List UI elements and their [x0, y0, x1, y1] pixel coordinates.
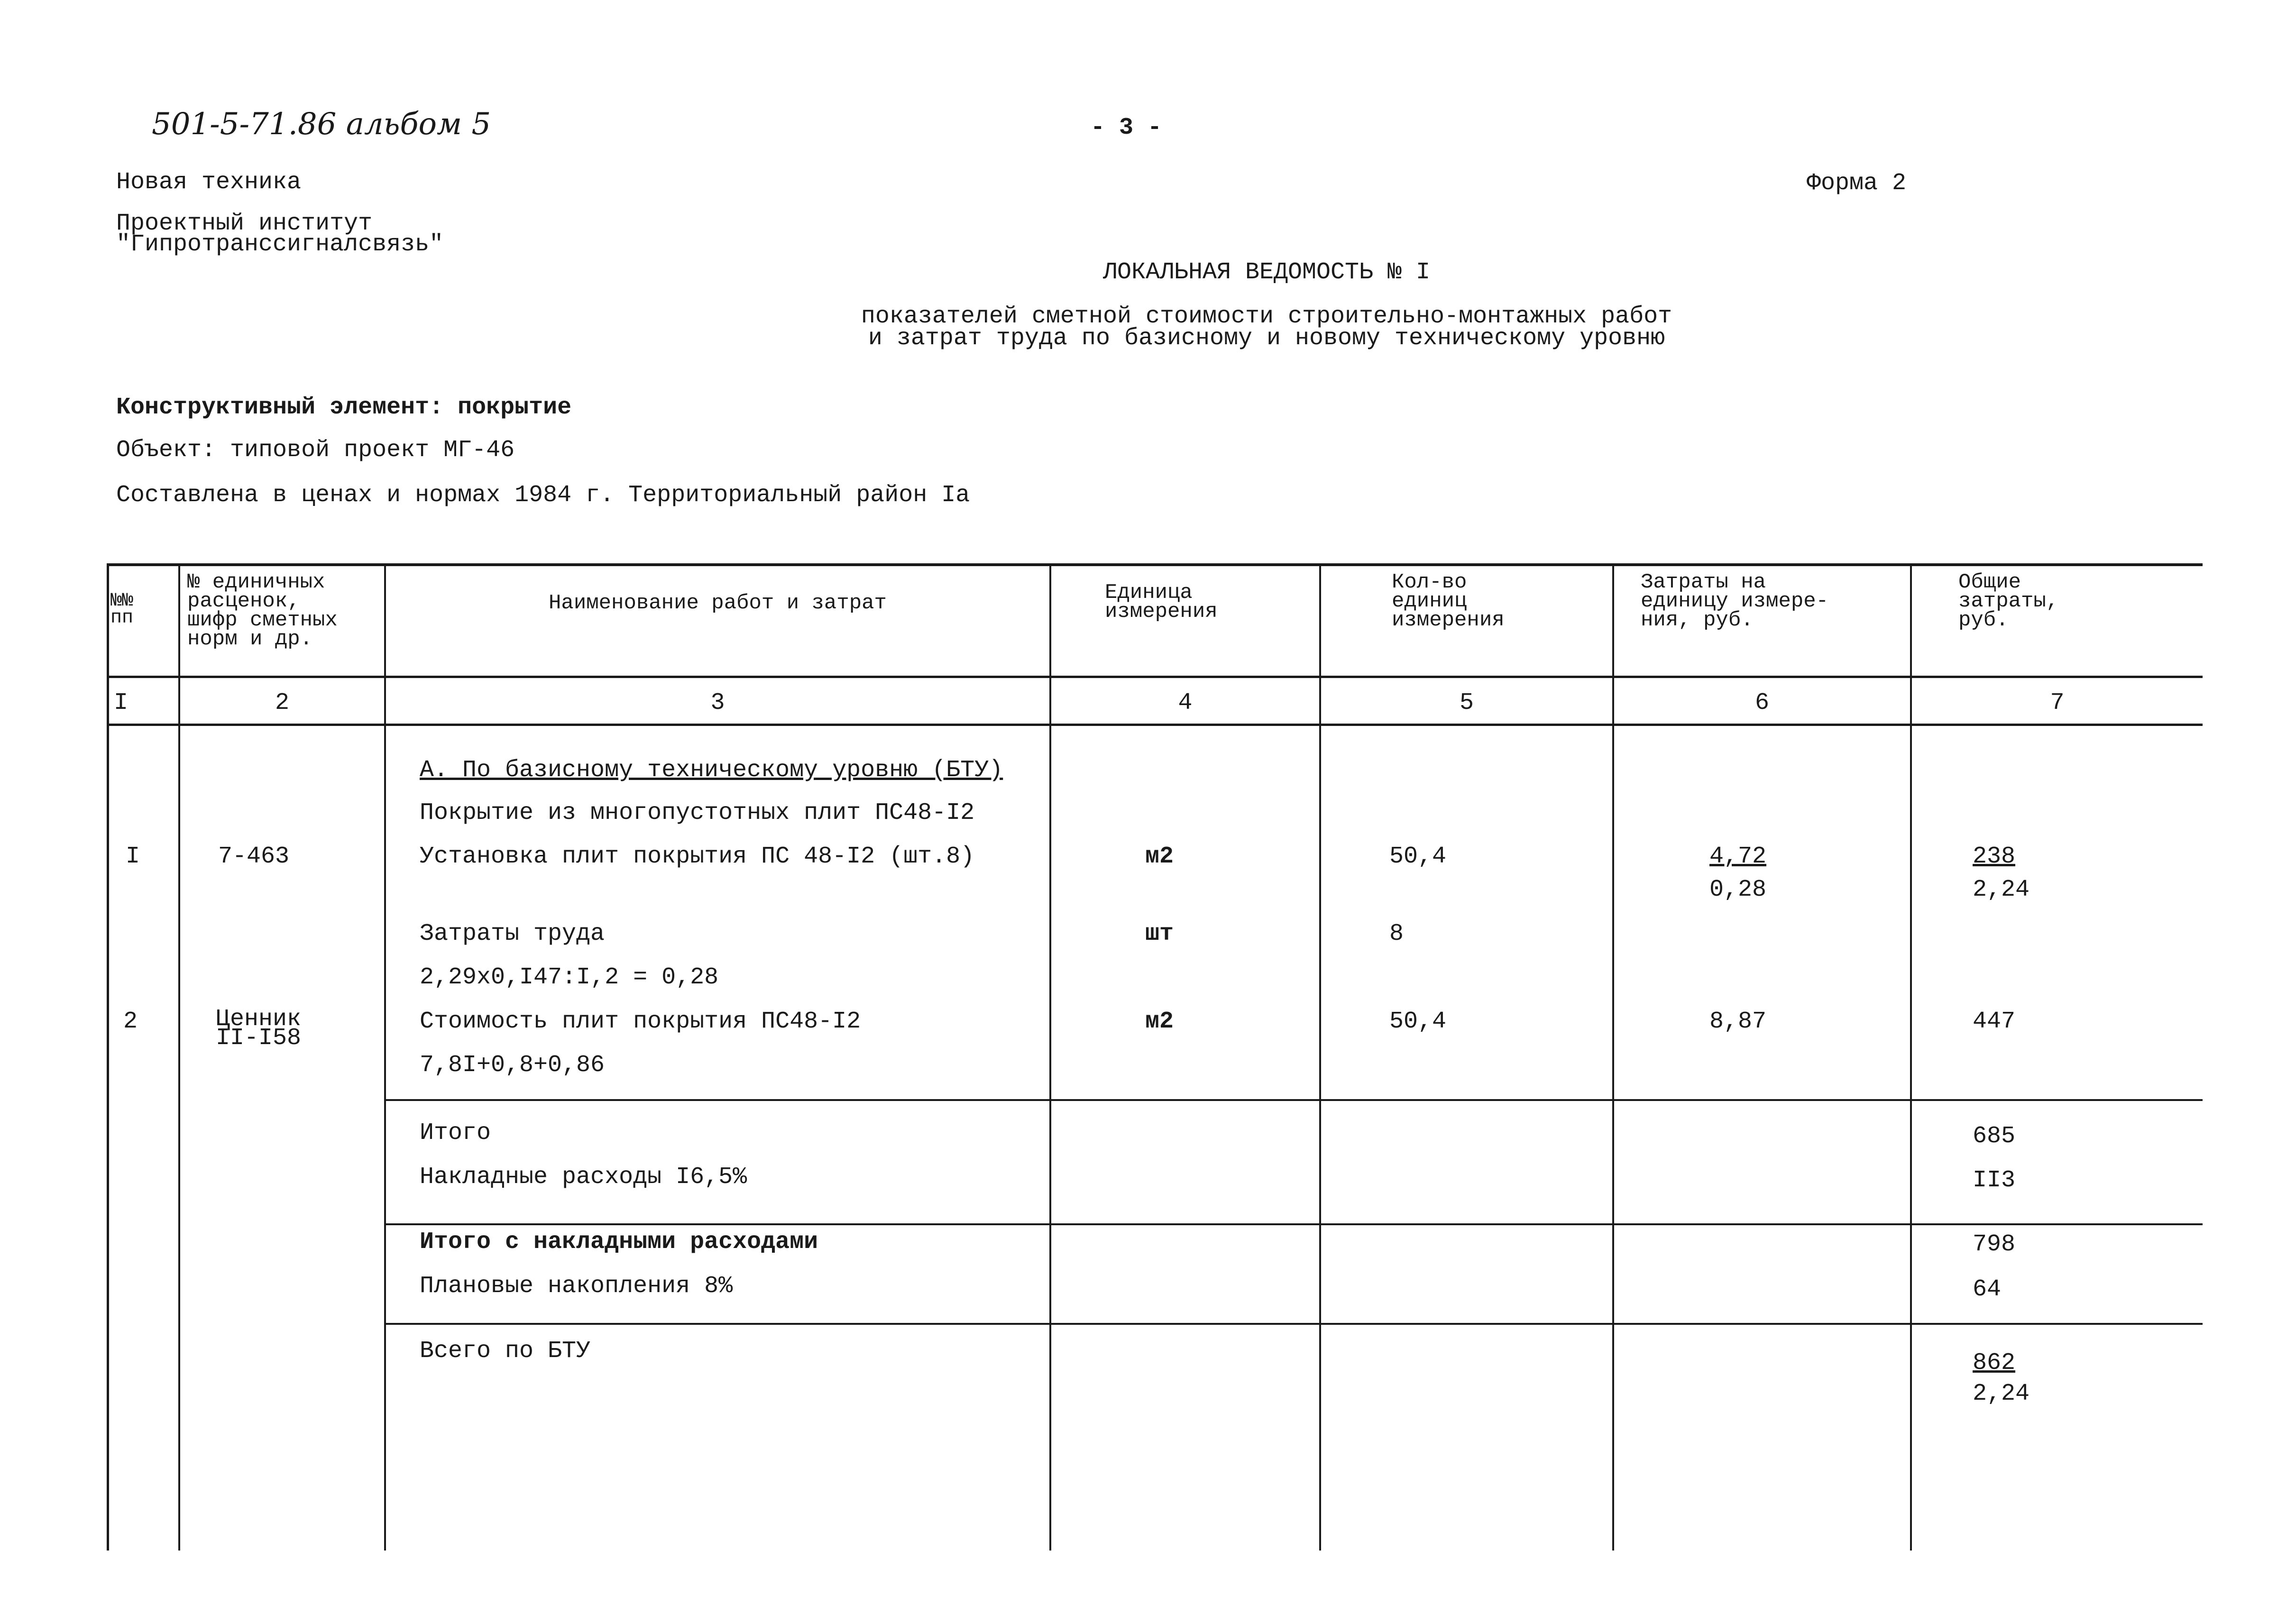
row1-unit: м2: [1145, 843, 1174, 870]
table-top-rule: [107, 563, 2203, 566]
colnum-5: 5: [1459, 689, 1474, 716]
row1-total-denominator: 2,24: [1973, 876, 2030, 903]
total-with-overhead-value: 798: [1973, 1231, 2016, 1258]
grand-total-denominator: 2,24: [1973, 1380, 2030, 1407]
row2-code-line2: II-I58: [216, 1025, 302, 1052]
row1b-unit: шт: [1145, 920, 1174, 947]
row1-total-numerator: 238: [1973, 843, 2016, 870]
row-rule-3: [384, 1323, 2203, 1325]
header-num: №№ пп: [110, 590, 134, 629]
row2-qty: 50,4: [1389, 1008, 1447, 1035]
row1-qty: 50,4: [1389, 843, 1447, 870]
row1-intro: Покрытие из многопустотных плит ПС48-I2: [420, 799, 975, 826]
document-title: ЛОКАЛЬНАЯ ВЕДОМОСТЬ № I: [1102, 259, 1431, 286]
institute-line1: Проектный институт: [116, 210, 373, 237]
row2-code: [216, 1006, 302, 1052]
planned-savings-label: Плановые накопления 8%: [420, 1273, 733, 1300]
section-heading: [420, 759, 1003, 782]
colnum-1: I: [114, 689, 129, 716]
colnum-2: 2: [275, 689, 289, 716]
subtotal-value: 685: [1973, 1123, 2016, 1150]
row-rule-2: [384, 1223, 2203, 1225]
subtitle-line1: показателей сметной стоимости строительно-монтажных работ: [861, 303, 1672, 330]
prices-line: Составлена в ценах и нормах 1984 г. Территориальный район Iа: [116, 482, 970, 509]
colnum-4: 4: [1178, 689, 1193, 716]
row2-unit: м2: [1145, 1008, 1174, 1035]
section-heading-text: А. По базисному техническому уровню (БТУ): [420, 757, 1003, 784]
header-qty: Кол-во единиц измерения: [1392, 570, 1505, 632]
grand-total-numerator: 862: [1973, 1349, 2016, 1376]
total-with-overhead-label: Итого с накладными расходами: [420, 1229, 818, 1256]
header-rule: [107, 676, 2203, 678]
row2-code-line1: Ценник: [216, 1006, 302, 1033]
header-unit: Единица измерения: [1105, 581, 1218, 624]
row2-name: Стоимость плит покрытия ПС48-I2: [420, 1008, 861, 1035]
grand-total-label: Всего по БТУ: [420, 1338, 591, 1365]
page-number: - 3 -: [1091, 114, 1162, 141]
row2b-name: 7,8I+0,8+0,86: [420, 1052, 605, 1079]
document-subtitle: [674, 303, 1859, 352]
overhead-value: II3: [1973, 1167, 2016, 1194]
numbers-rule: [107, 724, 2203, 726]
colnum-7: 7: [2050, 689, 2065, 716]
form-label: Форма 2: [1807, 170, 1907, 197]
row1-code: 7-463: [218, 843, 290, 870]
institute-line2: "Гипротранссигналсвязь": [116, 231, 444, 258]
object-line: Объект: типовой проект МГ-46: [116, 437, 515, 464]
row1b-name: Затраты труда: [420, 920, 605, 947]
organization: Новая техника: [116, 169, 302, 196]
col-rule-0: [107, 563, 109, 1551]
row2-total: 447: [1973, 1008, 2016, 1035]
overhead-label: Накладные расходы I6,5%: [420, 1164, 747, 1191]
row1b-qty: 8: [1389, 920, 1404, 947]
colnum-6: 6: [1754, 689, 1769, 716]
header-name: Наименование работ и затрат: [549, 591, 887, 615]
row-rule-1: [384, 1099, 2203, 1101]
planned-savings-value: 64: [1973, 1276, 2002, 1303]
handwritten-code: 501-5-71.86 альбом 5: [152, 107, 491, 142]
row1-name: Установка плит покрытия ПС 48-I2 (шт.8): [420, 843, 975, 870]
institute: [116, 210, 444, 258]
row2-number: 2: [123, 1008, 138, 1035]
subtitle-line2: и затрат труда по базисному и новому техническому уровню: [868, 325, 1665, 352]
row1c-name: 2,29х0,I47:I,2 = 0,28: [420, 964, 719, 991]
colnum-3: 3: [710, 689, 725, 716]
row2-price: 8,87: [1709, 1008, 1767, 1035]
subtotal-label: Итого: [420, 1119, 491, 1147]
construction-element: Конструктивный элемент: покрытие: [116, 394, 572, 421]
header-price: Затраты на единицу измере- ния, руб.: [1641, 570, 1829, 632]
row1-price-denominator: 0,28: [1709, 876, 1767, 903]
row1-price-numerator: 4,72: [1709, 843, 1767, 870]
row1-number: I: [126, 843, 140, 870]
header-code: № единичных расценок, шифр сметных норм и др.: [187, 570, 338, 651]
header-total: Общие затраты, руб.: [1958, 570, 2059, 632]
